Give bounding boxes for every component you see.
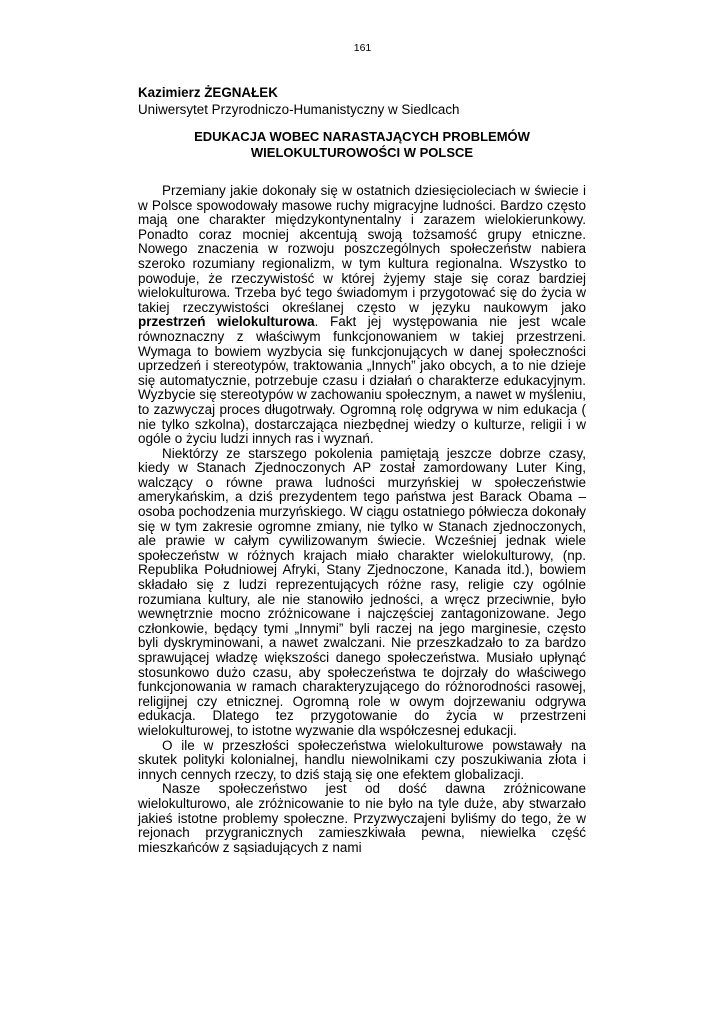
paragraph-3: O ile w przeszłości społeczeństwa wielokulturowe powstawały na skutek polityki kolonialnej, handlu niewolnikami czy poszukiwania złota i innych cennych rzeczy, to dziś stają się one efektem globalizacji. [138, 737, 586, 782]
paragraph-1-text-a: Przemiany jakie dokonały się w ostatnich dziesięcioleciach w świecie i w Polsce spowodowały masowe ruchy migracyjne ludności. Bardzo często mają one charakter międzykontynentalny i zarazem wielokierunkowy. Ponadto coraz mocniej akcentują swoją tożsamość grupy etniczne. Nowego znaczenia w rozwoju poszczególnych społeczeństw nabiera szeroko rozumiany regionalizm, w tym kultura regionalna. Wszystko to powoduje, że rzeczywistość w której żyjemy staje się coraz bardziej wielokulturowa. Trzeba być tego świadomym i przygotować się do życia w takiej rzeczywistości określanej często w języku naukowym jako [138, 183, 586, 315]
page-number: 161 [353, 42, 372, 54]
author-affiliation: Uniwersytet Przyrodniczo-Humanistyczny w Siedlcach [138, 102, 460, 117]
paragraph-1-bold-term: przestrzeń wielokulturowa [138, 314, 315, 330]
article-title-line-1: EDUKACJA WOBEC NARASTAJĄCYCH PROBLEMÓW [194, 129, 530, 144]
paragraph-4: Nasze społeczeństwo jest od dość dawna zróżnicowane wielokulturowo, ale zróżnicowanie to nie było na tyle duże, aby stwarzało jakieś istotne problemy społeczne. Przyzwyczajeni byliśmy do tego, że w rejonach przygranicznych zamieszkiwała pewna, niewielka część mieszkańców z sąsiadujących z nami [138, 781, 586, 855]
paragraph-1-text-b: . Fakt jej występowania nie jest wcale równoznaczny z właściwym funkcjonowaniem w takiej przestrzeni. Wymaga to bowiem wyzbycia się funkcjonujących w danej społeczności uprzedzeń i stereotypów, traktowania „Innych” jako obcych, a to nie dzieje się automatycznie, potrzebuje czasu i działań o charakterze edukacyjnym. Wyzbycie się stereotypów w zachowaniu społecznym, a nawet w myśleniu, to zazwyczaj proces długotrwały. Ogromną rolę odgrywa w nim edukacja ( nie tylko szkolna), dostarczająca niezbędnej wiedzy o kulturze, religii i w ogóle o życiu ludzi innych ras i wyznań. [138, 314, 586, 447]
article-body [138, 184, 586, 855]
paragraph-2: Niektórzy ze starszego pokolenia pamiętają jeszcze dobrze czasy, kiedy w Stanach Zjednoczonych AP został zamordowany Luter King, walczący o równe prawa ludności murzyńskiej w społeczeństwie amerykańskim, a dziś prezydentem tego państwa jest Barack Obama – osoba pochodzenia murzyńskiego. W ciągu ostatniego półwiecza dokonały się w tym zakresie ogromne zmiany, nie tylko w Stanach zjednoczonych, ale prawie w całym cywilizowanym świecie. Wcześniej jednak wiele społeczeństw w różnych krajach miało charakter wielokulturowy, (np. Republika Południowej Afryki, Stany Zjednoczone, Kanada itd.), bowiem składało się z ludzi reprezentujących różne rasy, religie czy ogólnie rozumiana kultury, ale nie stanowiło jedności, a wręcz przeciwnie, było wewnętrznie mocno zróżnicowane i najczęściej zantagonizowane. Jego członkowie, będący tymi „Innymi” byli raczej na jego marginesie, często byli dyskryminowani, a nawet zwalczani. Nie przeszkadzało to za bardzo sprawującej władzę większości danego społeczeństwa. Musiało upłynąć stosunkowo dużo czasu, aby społeczeństwa te dojrzały do właściwego funkcjonowania w ramach charakteryzującego do różnorodności rasowej, religijnej czy etnicznej. Ogromną role w owym dojrzewaniu odgrywa edukacja. Dlatego tez przygotowanie do życia w przestrzeni wielokulturowej, to istotne wyzwanie dla współczesnej edukacji. [138, 445, 586, 738]
author-name: Kazimierz ŻEGNAŁEK [138, 85, 278, 100]
paragraph-1 [138, 184, 586, 447]
article-title [138, 129, 586, 160]
article-title-line-2: WIELOKULTUROWOŚCI W POLSCE [250, 144, 474, 160]
